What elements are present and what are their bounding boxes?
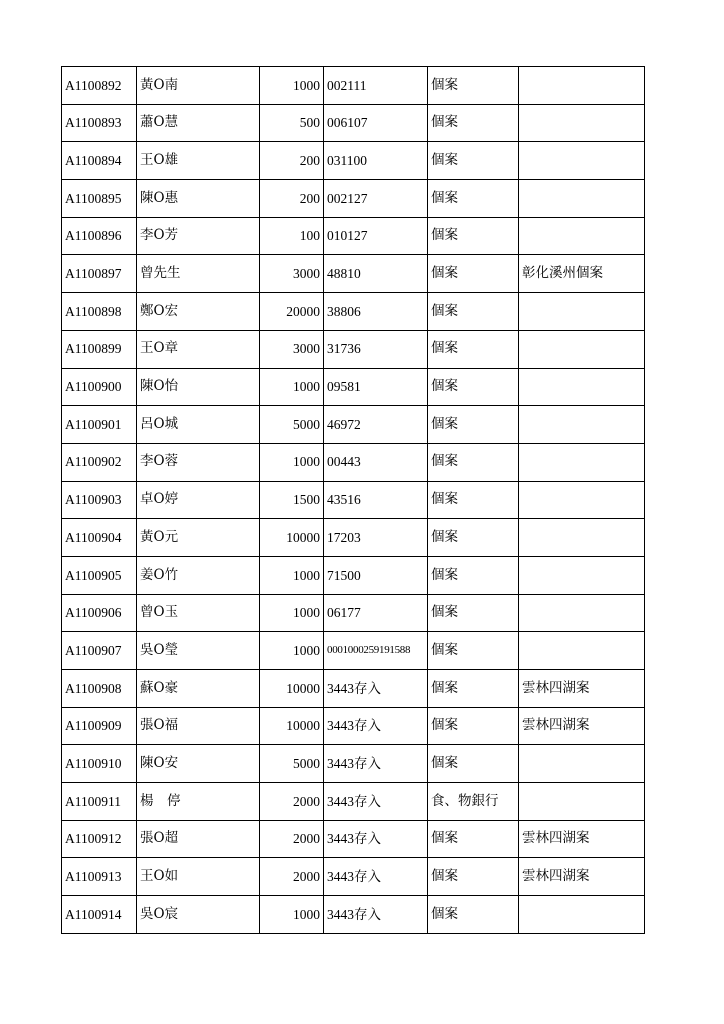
reference-cell: 3443存入 [324, 896, 428, 934]
receipt-id-cell: A1100899 [62, 330, 137, 368]
donation-type-cell: 個案 [428, 556, 519, 594]
amount-cell: 3000 [260, 330, 324, 368]
note-cell [519, 104, 645, 142]
receipt-id-cell: A1100912 [62, 820, 137, 858]
receipt-id-cell: A1100913 [62, 858, 137, 896]
donation-type-cell: 個案 [428, 67, 519, 105]
amount-cell: 2000 [260, 858, 324, 896]
table-row [62, 896, 645, 934]
note-cell [519, 594, 645, 632]
donor-name-cell: 黃O元 [137, 519, 260, 557]
table-row [62, 519, 645, 557]
donation-type-cell: 個案 [428, 707, 519, 745]
reference-cell: 48810 [324, 255, 428, 293]
donor-name-cell: 曾先生 [137, 255, 260, 293]
donor-name-cell: 李O蓉 [137, 443, 260, 481]
amount-cell: 1000 [260, 556, 324, 594]
table-row [62, 368, 645, 406]
donor-name-cell: 陳O怡 [137, 368, 260, 406]
reference-cell: 71500 [324, 556, 428, 594]
table-row [62, 745, 645, 783]
receipt-id-cell: A1100893 [62, 104, 137, 142]
donation-type-cell: 個案 [428, 519, 519, 557]
receipt-id-cell: A1100904 [62, 519, 137, 557]
amount-cell: 2000 [260, 783, 324, 821]
donor-name-cell: 陳O惠 [137, 180, 260, 218]
note-cell [519, 180, 645, 218]
reference-cell: 3443存入 [324, 858, 428, 896]
receipt-id-cell: A1100897 [62, 255, 137, 293]
table-row [62, 632, 645, 670]
reference-cell: 010127 [324, 217, 428, 255]
note-cell [519, 368, 645, 406]
receipt-id-cell: A1100907 [62, 632, 137, 670]
donor-name-cell: 黃O南 [137, 67, 260, 105]
table-row [62, 67, 645, 105]
donation-type-cell: 個案 [428, 293, 519, 331]
receipt-id-cell: A1100901 [62, 406, 137, 444]
reference-cell: 06177 [324, 594, 428, 632]
note-cell [519, 556, 645, 594]
donor-name-cell: 張O超 [137, 820, 260, 858]
note-cell: 雲林四湖案 [519, 707, 645, 745]
receipt-id-cell: A1100902 [62, 443, 137, 481]
donation-type-cell: 個案 [428, 104, 519, 142]
reference-cell: 09581 [324, 368, 428, 406]
amount-cell: 100 [260, 217, 324, 255]
reference-cell: 43516 [324, 481, 428, 519]
note-cell [519, 443, 645, 481]
reference-cell: 3443存入 [324, 820, 428, 858]
donation-type-cell: 個案 [428, 406, 519, 444]
note-cell [519, 481, 645, 519]
table-row [62, 594, 645, 632]
note-cell [519, 632, 645, 670]
note-cell [519, 142, 645, 180]
note-cell: 雲林四湖案 [519, 670, 645, 708]
table-row [62, 104, 645, 142]
reference-cell: 3443存入 [324, 783, 428, 821]
table-row [62, 707, 645, 745]
donation-type-cell: 個案 [428, 217, 519, 255]
donor-name-cell: 李O芳 [137, 217, 260, 255]
receipt-id-cell: A1100896 [62, 217, 137, 255]
donor-name-cell: 王O章 [137, 330, 260, 368]
note-cell [519, 293, 645, 331]
donor-name-cell: 陳O安 [137, 745, 260, 783]
receipt-id-cell: A1100906 [62, 594, 137, 632]
amount-cell: 1000 [260, 368, 324, 406]
receipt-id-cell: A1100895 [62, 180, 137, 218]
donor-name-cell: 蕭O慧 [137, 104, 260, 142]
note-cell [519, 406, 645, 444]
note-cell [519, 217, 645, 255]
donation-type-cell: 個案 [428, 255, 519, 293]
amount-cell: 1000 [260, 67, 324, 105]
donation-type-cell: 個案 [428, 632, 519, 670]
reference-cell: 31736 [324, 330, 428, 368]
note-cell [519, 519, 645, 557]
donor-name-cell: 王O雄 [137, 142, 260, 180]
amount-cell: 5000 [260, 745, 324, 783]
table-row [62, 858, 645, 896]
donor-name-cell: 呂O城 [137, 406, 260, 444]
note-cell [519, 67, 645, 105]
donation-type-cell: 個案 [428, 180, 519, 218]
amount-cell: 1000 [260, 632, 324, 670]
amount-cell: 3000 [260, 255, 324, 293]
donation-type-cell: 個案 [428, 142, 519, 180]
reference-cell: 0001000259191588 [324, 632, 428, 670]
donation-type-cell: 個案 [428, 745, 519, 783]
donation-type-cell: 個案 [428, 368, 519, 406]
donor-name-cell: 吳O宸 [137, 896, 260, 934]
amount-cell: 1000 [260, 443, 324, 481]
table-row [62, 142, 645, 180]
donor-name-cell: 姜O竹 [137, 556, 260, 594]
table-row [62, 406, 645, 444]
donor-name-cell: 張O福 [137, 707, 260, 745]
donor-name-cell: 曾O玉 [137, 594, 260, 632]
reference-cell: 006107 [324, 104, 428, 142]
reference-cell: 031100 [324, 142, 428, 180]
donor-name-cell: 楊 停 [137, 783, 260, 821]
receipt-id-cell: A1100894 [62, 142, 137, 180]
donation-type-cell: 個案 [428, 443, 519, 481]
amount-cell: 1000 [260, 594, 324, 632]
receipt-id-cell: A1100908 [62, 670, 137, 708]
receipt-id-cell: A1100909 [62, 707, 137, 745]
donor-name-cell: 卓O婷 [137, 481, 260, 519]
note-cell [519, 330, 645, 368]
receipt-id-cell: A1100903 [62, 481, 137, 519]
reference-cell: 002127 [324, 180, 428, 218]
amount-cell: 2000 [260, 820, 324, 858]
reference-cell: 002111 [324, 67, 428, 105]
table-row [62, 180, 645, 218]
reference-cell: 3443存入 [324, 745, 428, 783]
table-row [62, 443, 645, 481]
table-row [62, 330, 645, 368]
donation-table [61, 66, 645, 934]
reference-cell: 17203 [324, 519, 428, 557]
table-row [62, 820, 645, 858]
receipt-id-cell: A1100910 [62, 745, 137, 783]
note-cell [519, 745, 645, 783]
table-row [62, 783, 645, 821]
donation-type-cell: 個案 [428, 820, 519, 858]
receipt-id-cell: A1100892 [62, 67, 137, 105]
amount-cell: 10000 [260, 707, 324, 745]
reference-cell: 46972 [324, 406, 428, 444]
note-cell: 雲林四湖案 [519, 858, 645, 896]
donor-name-cell: 吳O瑩 [137, 632, 260, 670]
amount-cell: 10000 [260, 519, 324, 557]
donor-name-cell: 王O如 [137, 858, 260, 896]
note-cell: 雲林四湖案 [519, 820, 645, 858]
receipt-id-cell: A1100898 [62, 293, 137, 331]
table-row [62, 217, 645, 255]
reference-cell: 3443存入 [324, 707, 428, 745]
donor-name-cell: 鄭O宏 [137, 293, 260, 331]
amount-cell: 10000 [260, 670, 324, 708]
reference-cell: 3443存入 [324, 670, 428, 708]
amount-cell: 20000 [260, 293, 324, 331]
donation-type-cell: 個案 [428, 594, 519, 632]
note-cell [519, 896, 645, 934]
donation-type-cell: 個案 [428, 896, 519, 934]
amount-cell: 200 [260, 180, 324, 218]
table-row [62, 670, 645, 708]
note-cell: 彰化溪州個案 [519, 255, 645, 293]
table-row [62, 255, 645, 293]
donation-type-cell: 食、物銀行 [428, 783, 519, 821]
table-row [62, 481, 645, 519]
donation-type-cell: 個案 [428, 670, 519, 708]
receipt-id-cell: A1100900 [62, 368, 137, 406]
table-row [62, 556, 645, 594]
donation-table-body [62, 67, 645, 934]
donation-type-cell: 個案 [428, 330, 519, 368]
donation-type-cell: 個案 [428, 858, 519, 896]
note-cell [519, 783, 645, 821]
donation-type-cell: 個案 [428, 481, 519, 519]
receipt-id-cell: A1100905 [62, 556, 137, 594]
table-row [62, 293, 645, 331]
receipt-id-cell: A1100914 [62, 896, 137, 934]
amount-cell: 1000 [260, 896, 324, 934]
receipt-id-cell: A1100911 [62, 783, 137, 821]
amount-cell: 1500 [260, 481, 324, 519]
amount-cell: 200 [260, 142, 324, 180]
donor-name-cell: 蘇O豪 [137, 670, 260, 708]
reference-cell: 38806 [324, 293, 428, 331]
amount-cell: 5000 [260, 406, 324, 444]
reference-cell: 00443 [324, 443, 428, 481]
amount-cell: 500 [260, 104, 324, 142]
